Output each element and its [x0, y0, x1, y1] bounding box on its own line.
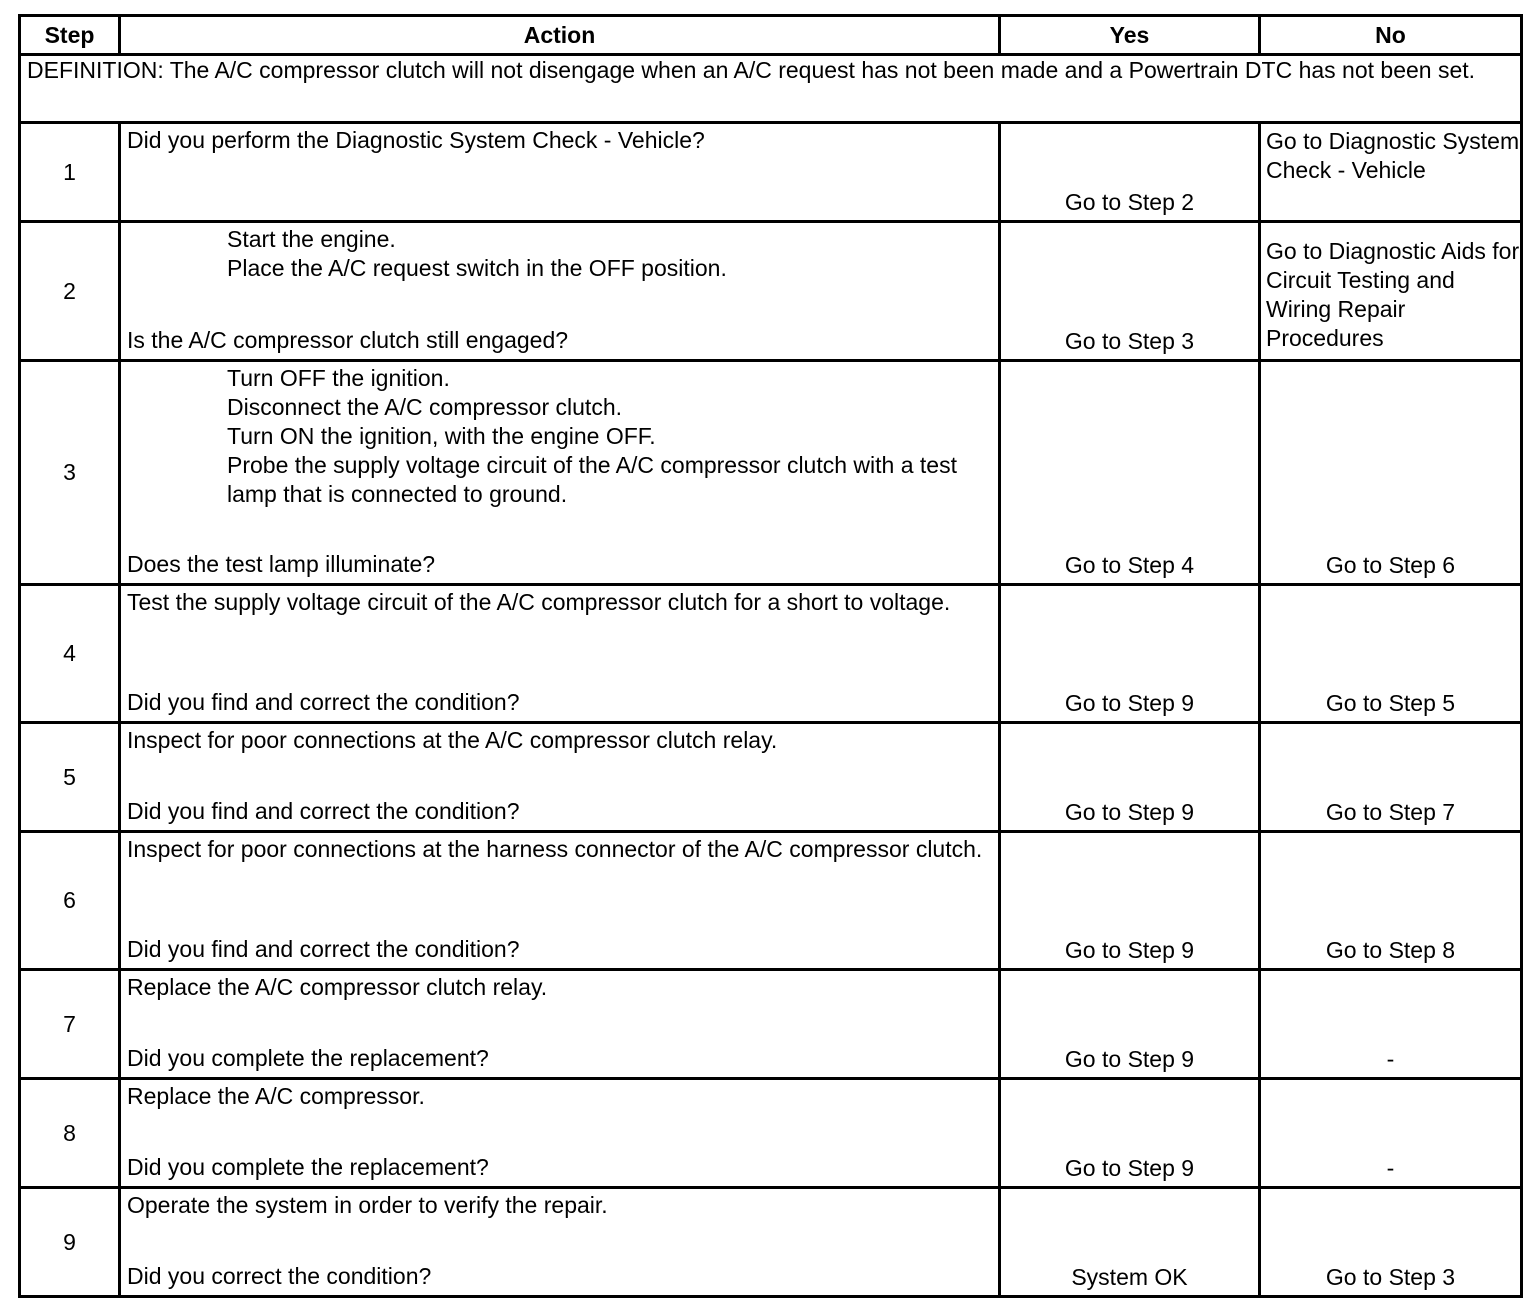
question-text: Did you find and correct the condition?: [127, 798, 520, 824]
table-row: [20, 585, 1522, 723]
table-row: [20, 1079, 1522, 1188]
action-cell: [120, 723, 1000, 832]
question-text: Is the A/C compressor clutch still engaged?: [127, 327, 569, 353]
yes-cell: Go to Step 3: [1000, 222, 1260, 361]
yes-cell: Go to Step 2: [1000, 123, 1260, 222]
yes-cell: Go to Step 9: [1000, 970, 1260, 1079]
question-text: Does the test lamp illuminate?: [127, 551, 436, 577]
action-text: Replace the A/C compressor.: [127, 1083, 425, 1109]
action-text: Did you perform the Diagnostic System Check - Vehicle?: [127, 127, 705, 153]
action-cell: [120, 361, 1000, 585]
no-cell: Go to Step 8: [1260, 832, 1522, 970]
diagnostic-table: [18, 14, 1523, 1298]
yes-cell: Go to Step 9: [1000, 585, 1260, 723]
action-cell: [120, 1079, 1000, 1188]
header-action: Action: [120, 16, 1000, 55]
action-text: Replace the A/C compressor clutch relay.: [127, 974, 548, 1000]
header-step: Step: [20, 16, 120, 55]
instruction-line: Disconnect the A/C compressor clutch.: [227, 394, 622, 420]
definition-text: DEFINITION: The A/C compressor clutch will not disengage when an A/C request has not been made and a Powertrain DTC has not been set.: [20, 55, 1522, 123]
action-cell: [120, 970, 1000, 1079]
question-text: Did you find and correct the condition?: [127, 689, 520, 715]
table-row: [20, 222, 1522, 361]
no-cell: Go to Diagnostic System Check - Vehicle: [1260, 123, 1522, 222]
no-cell: Go to Diagnostic Aids for Circuit Testing and Wiring Repair Procedures: [1260, 222, 1522, 361]
no-cell: Go to Step 3: [1260, 1188, 1522, 1297]
action-cell: [120, 222, 1000, 361]
action-text: Operate the system in order to verify the repair.: [127, 1192, 608, 1218]
yes-cell: Go to Step 9: [1000, 723, 1260, 832]
instruction-line: Place the A/C request switch in the OFF position.: [227, 255, 727, 281]
table-row: [20, 361, 1522, 585]
step-number: 5: [20, 723, 120, 832]
step-number: 6: [20, 832, 120, 970]
step-number: 3: [20, 361, 120, 585]
table-row: [20, 123, 1522, 222]
yes-cell: Go to Step 9: [1000, 832, 1260, 970]
no-cell: Go to Step 5: [1260, 585, 1522, 723]
no-cell: Go to Step 6: [1260, 361, 1522, 585]
no-cell: -: [1260, 970, 1522, 1079]
step-number: 8: [20, 1079, 120, 1188]
step-number: 4: [20, 585, 120, 723]
question-text: Did you correct the condition?: [127, 1263, 432, 1289]
yes-cell: Go to Step 9: [1000, 1079, 1260, 1188]
table-row: [20, 723, 1522, 832]
action-text: Test the supply voltage circuit of the A/C compressor clutch for a short to voltage.: [127, 589, 951, 615]
action-text: Inspect for poor connections at the A/C compressor clutch relay.: [127, 727, 778, 753]
instruction-line: Start the engine.: [227, 226, 396, 252]
yes-cell: System OK: [1000, 1188, 1260, 1297]
no-cell: -: [1260, 1079, 1522, 1188]
instruction-line: Probe the supply voltage circuit of the A/C compressor clutch with a test lamp that is connected to ground.: [227, 452, 957, 507]
table-row: [20, 970, 1522, 1079]
question-text: Did you complete the replacement?: [127, 1154, 489, 1180]
question-text: Did you complete the replacement?: [127, 1045, 489, 1071]
action-text: Inspect for poor connections at the harness connector of the A/C compressor clutch.: [127, 836, 983, 862]
no-cell: Go to Step 7: [1260, 723, 1522, 832]
action-cell: [120, 585, 1000, 723]
instruction-line: Turn OFF the ignition.: [227, 365, 450, 391]
step-number: 9: [20, 1188, 120, 1297]
step-number: 7: [20, 970, 120, 1079]
instruction-line: Turn ON the ignition, with the engine OFF.: [227, 423, 656, 449]
action-cell: [120, 123, 1000, 222]
yes-cell: Go to Step 4: [1000, 361, 1260, 585]
header-no: No: [1260, 16, 1522, 55]
table-row: [20, 1188, 1522, 1297]
table-row: [20, 832, 1522, 970]
step-number: 2: [20, 222, 120, 361]
header-yes: Yes: [1000, 16, 1260, 55]
action-cell: [120, 1188, 1000, 1297]
definition-row: [20, 55, 1522, 123]
step-number: 1: [20, 123, 120, 222]
action-cell: [120, 832, 1000, 970]
question-text: Did you find and correct the condition?: [127, 936, 520, 962]
header-row: [20, 16, 1522, 55]
